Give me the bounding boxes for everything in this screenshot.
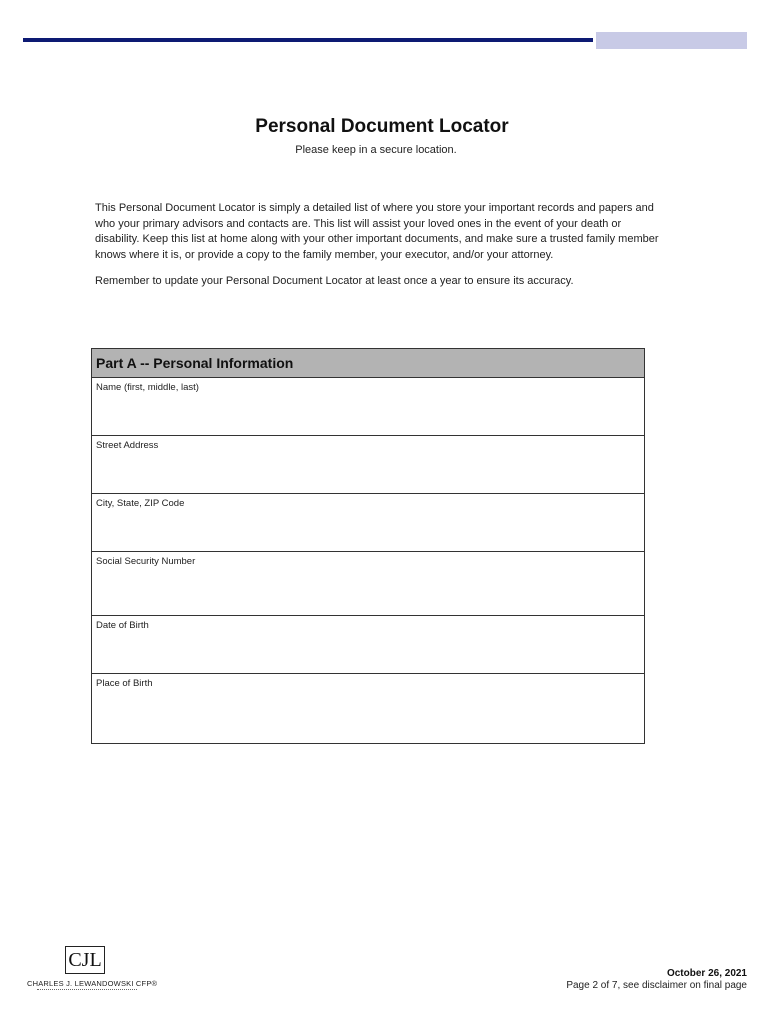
place-of-birth-field[interactable] — [92, 674, 644, 743]
field-label: Name (first, middle, last) — [96, 382, 199, 393]
page-title: Personal Document Locator — [255, 116, 509, 137]
field-label: Social Security Number — [96, 556, 196, 567]
logo-tagline-line — [37, 989, 137, 992]
ssn-field[interactable] — [92, 552, 644, 616]
field-label: Street Address — [96, 440, 159, 451]
header-rule — [23, 38, 593, 42]
name-field[interactable] — [92, 378, 644, 436]
field-label: Place of Birth — [96, 678, 153, 689]
date-of-birth-field[interactable] — [92, 616, 644, 674]
footer-date: October 26, 2021 — [666, 968, 747, 979]
city-state-zip-field[interactable] — [92, 494, 644, 552]
footer-page-info: Page 2 of 7, see disclaimer on final page — [566, 980, 747, 991]
form-section-header: Part A -- Personal Information — [92, 349, 644, 378]
logo-name: CHARLES J. LEWANDOWSKI CFP® — [27, 979, 158, 988]
company-logo — [27, 946, 158, 996]
street-address-field[interactable] — [92, 436, 644, 494]
header-tab — [596, 32, 747, 49]
intro-paragraph: This Personal Document Locator is simply a detailed list of where you store your important records and papers and who your primary advisors and contacts are. This list will assist your loved ones in the event of your death or disability. Keep this list at home along with your other important documents, and make sure a trusted family member knows where it is, or provide a copy to the family member, your executor, and/or your attorney. — [95, 202, 659, 261]
reminder-paragraph: Remember to update your Personal Document Locator at least once a year to ensure its accuracy. — [95, 275, 574, 287]
logo-initials: CJL — [65, 946, 105, 974]
field-label: Date of Birth — [96, 620, 149, 631]
field-label: City, State, ZIP Code — [96, 498, 185, 509]
page-subtitle: Please keep in a secure location. — [295, 144, 457, 156]
personal-info-form — [91, 348, 645, 744]
